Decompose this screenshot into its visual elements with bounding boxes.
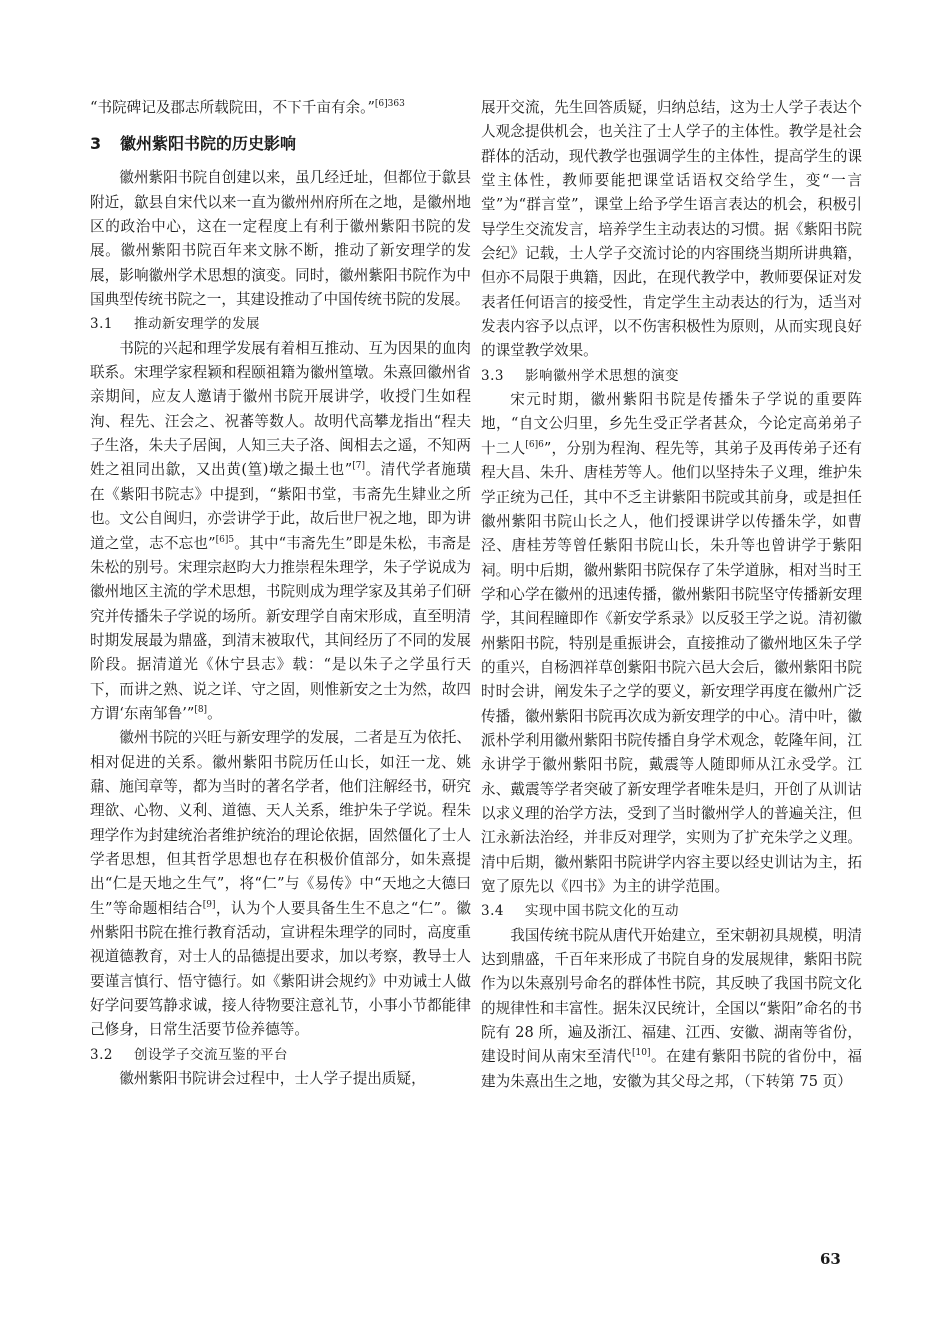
subsection-number: 3.3: [481, 367, 504, 384]
section-number: 3: [90, 134, 102, 154]
citation: [7]: [352, 461, 365, 472]
paragraph: 宋元时期，徽州紫阳书院是传播朱子学说的重要阵地，“自文公归里，乡先生受正学者甚众，今论定高弟弟子十二人$^{[6]6}$”，分别为程洵、程先等，其弟子及再传弟子还有程大昌、朱升、唐桂芳等人。他们以坚持朱子义理，维护朱学正统为己任，其中不乏主讲紫阳书院或其前身，或是担任徽州紫阳书院山长之人，他们授课讲学以传播朱学，如曹泾、唐桂芳等曾任紫阳书院山长，朱升等也曾讲学于紫阳祠。明中后期，徽州紫阳书院保存了朱学道脉，相对当时王学和心学在徽州的迅速传播，徽州紫阳书院坚守传播新安理学，其间程瞳即作《新安学系录》以反驳王学之说。清初徽州紫阳书院，特别是重振讲会，直接推动了徽州地区朱子学的重兴，自杨泗祥草创紫阳书院六邑大会后，徽州紫阳书院时时会讲，阐发朱子之学的要义，新安理学再度在徽州广泛传播，徽州紫阳书院再次成为新安理学的中心。清中叶，徽派朴学利用徽州紫阳书院传播自身学术观念，乾隆年间，江永讲学于徽州紫阳书院，戴震等人随即师从江永受学。江永、戴震等学者突破了新安理学者唯朱是归，开创了从训诂以求义理的治学方法，受到了当时徽州学人的普遍关注，但江永新法治经，并非反对理学，实则为了扩充朱学之义理。清中后期，徽州紫阳书院讲学内容主要以经史训诂为主，拓宽了原先以《四书》为主的讲学范围。: [481, 391, 862, 895]
subsection-number: 3.1: [90, 316, 113, 333]
paragraph: 徽州紫阳书院讲会过程中，士人学子提出质疑，: [119, 1070, 426, 1088]
subsection-heading: [90, 312, 471, 336]
paragraph: 书院的兴起和理学发展有着相互推动、互为因果的血肉联系。宋理学家程颖和程颐祖籍为徽州篁墩。朱熹回徽州省亲期间，应友人邀请于徽州书院开展讲学，收授门生如程洵、程先、汪会之、祝蕃等数人。故明代高攀龙指出“程夫子生洛，朱夫子居闽，人知三夫子洛、闽相去之遥，不知两姓之祖同出歙，又出黄(篁)墩之撮土也”[7]。清代学者施璜在《紫阳书院志》中提到，“紫阳书堂，韦斋先生肄业之所也。文公自闽归，亦尝讲学于此，故后世尸祝之地，即为讲道之堂，志不忘也”$^{[6]5}$。其中“韦斋先生”即是朱松，韦斋是朱松的别号。宋理宗赵昀大力推崇程朱理学，朱子学说成为徽州地区主流的学术思想，书院则成为理学家及其弟子们研究并传播朱子学说的场所。新安理学自南宋形成，直至明清时期发展最为鼎盛，到清末被取代，其间经历了不同的发展阶段。据清道光《休宁县志》载：“是以朱子之学虽行天下，而讲之熟、说之详、守之固，则惟新安之士为然，故四方谓‘东南邹鲁’”[8]。: [90, 339, 471, 722]
continued-note: （下转第 75 页）: [743, 1072, 852, 1090]
right-column: [481, 96, 862, 1094]
subsection-heading: [90, 1043, 471, 1067]
citation: [10]: [632, 1048, 651, 1059]
paragraph: 徽州紫阳书院自创建以来，虽几经迁址，但都位于歙县附近，歙县自宋代以来一直为徽州州府所在之地，是徽州地区的政治中心，这在一定程度上有利于徽州紫阳书院的发展。徽州紫阳书院百年来文脉不断，推动了新安理学的发展，影响徽州学术思想的演变。同时，徽州紫阳书院作为中国典型传统书院之一，其建设推动了中国传统书院的发展。: [90, 169, 471, 309]
page-number: 63: [820, 1250, 841, 1268]
subsection-title: 实现中国书院文化的互动: [525, 903, 679, 920]
paragraph: 我国传统书院从唐代开始建立，至宋朝初具规模，明清达到鼎盛，千百年来形成了书院自身的发展规律，紫阳书院作为以朱熹别号命名的群体性书院，其反映了我国书院文化的规律性和丰富性。据朱汉民统计，全国以“紫阳”命名的书院有 28 所，遍及浙江、福建、江西、安徽、湖南等省份，建设时间从南宋至清代[10]。在建有紫阳书院的省份中，福建为朱熹出生之地，安徽为其父母之邦，（下转第 75 页）: [481, 926, 862, 1090]
subsection-number: 3.2: [90, 1046, 113, 1063]
paragraph-text: “书院碑记及郡志所载院田，不下千亩有余。”: [90, 99, 375, 116]
paragraph: 徽州书院的兴旺与新安理学的发展，二者是互为依托、相对促进的关系。徽州紫阳书院历任山长，如汪一龙、姚鼐、施闰章等，都为当时的著名学者，他们注解经书，研究理欲、心物、义利、道德、天人关系，维护朱子学说。程朱理学作为封建统治者维护统治的理论依据，固然僵化了士人学者思想，但其哲学思想也存在积极价值部分，如朱熹提出“仁是天地之生气”，将“仁”与《易传》中“天地之大德曰生”等命题相结合[9]，认为个人要具备生生不息之“仁”。徽州紫阳书院在推行教育活动，宣讲程朱理学的同时，高度重视道德教育，对士人的品德提出要求，加以考察，教导士人要谨言慎行、悟守德行。如《紫阳讲会规约》中劝诫士人做好学问要笃静求诚，接人待物要注意礼节，小事小节都能律己修身，日常生活要节俭养德等。: [90, 729, 471, 1039]
subsection-heading: [481, 364, 862, 388]
subsection-title: 推动新安理学的发展: [134, 316, 260, 333]
paragraph-continued: [90, 96, 471, 120]
citation: [6]363: [374, 99, 405, 109]
subsection-title: 影响徽州学术思想的演变: [525, 367, 679, 384]
paragraph-continued: 展开交流，先生回答质疑，归纳总结，这为士人学子表达个人观念提供机会，也关注了士人学子的主体性。教学是社会群体的活动，现代教学也强调学生的主体性，提高学生的课堂主体性，教师要能把课堂话语权交给学生，变“一言堂”为“群言堂”，课堂上给予学生语言表达的机会，积极引导学生交流发言，培养学生主动表达的习惯。据《紫阳书院会纪》记载，士人学子交流讨论的内容围绕当期所讲典籍，但亦不局限于典籍，因此，在现代教学中，教师要保证对发表者任何语言的接受性，肯定学生主动表达的行为，适当对发表内容予以点评，以不伤害积极性为原则，从而实现良好的课堂教学效果。: [481, 99, 862, 360]
citation: [6]6: [525, 439, 544, 450]
section-title: 徽州紫阳书院的历史影响: [120, 134, 297, 154]
citation: [9]: [202, 899, 216, 910]
section-heading: [90, 132, 471, 156]
left-column: [90, 96, 471, 1091]
citation: [6]5: [215, 534, 235, 545]
subsection-number: 3.4: [481, 903, 504, 920]
subsection-title: 创设学子交流互鉴的平台: [134, 1046, 288, 1063]
subsection-heading: [481, 899, 862, 923]
citation: [8]: [194, 704, 208, 715]
